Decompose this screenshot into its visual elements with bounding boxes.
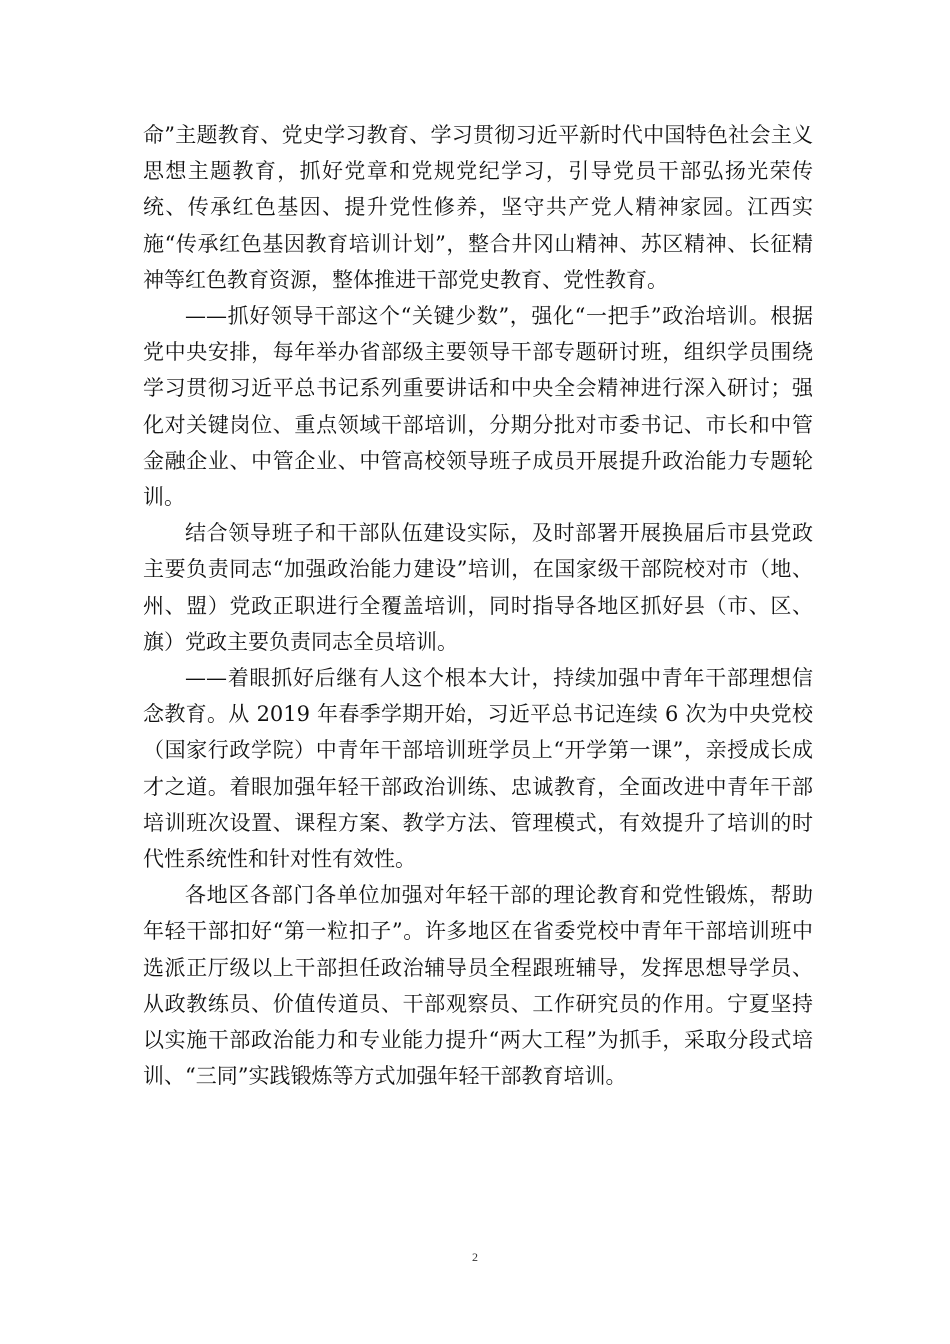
paragraph-5: 各地区各部门各单位加强对年轻干部的理论教育和党性锻炼，帮助年轻干部扣好“第一粒扣子”。许多地区在省委党校中青年干部培训班中选派正厅级以上干部担任政治辅导员全程跟班辅导，发挥思想导学员、从政教练员、价值传道员、干部观察员、工作研究员的作用。宁夏坚持以实施干部政治能力和专业能力提升“两大工程”为抓手，采取分段式培训、“三同”实践锻炼等方式加强年轻干部教育培训。 <box>143 883 813 1089</box>
paragraph-4: ——着眼抓好后继有人这个根本大计，持续加强中青年干部理想信念教育。从 2019 年春季学期开始，习近平总书记连续 6 次为中央党校（国家行政学院）中青年干部培训班学员上“开学第一课”，亲授成长成才之道。着眼加强年轻干部政治训练、忠诚教育，全面改进中青年干部培训班次设置、课程方案、教学方法、管理模式，有效提升了培训的时代性系统性和针对性有效性。 <box>143 666 813 872</box>
paragraph-2: ——抓好领导干部这个“关键少数”，强化“一把手”政治培训。根据党中央安排，每年举办省部级主要领导干部专题研讨班，组织学员围绕学习贯彻习近平总书记系列重要讲话和中央全会精神进行深入研讨；强化对关键岗位、重点领域干部培训，分期分批对市委书记、市长和中管金融企业、中管企业、中管高校领导班子成员开展提升政治能力专题轮训。 <box>143 304 813 510</box>
paragraph-1: 命”主题教育、党史学习教育、学习贯彻习近平新时代中国特色社会主义思想主题教育，抓好党章和党规党纪学习，引导党员干部弘扬光荣传统、传承红色基因、提升党性修养，坚守共产党人精神家园。江西实施“传承红色基因教育培训计划”，整合井冈山精神、苏区精神、长征精神等红色教育资源，整体推进干部党史教育、党性教育。 <box>143 123 813 292</box>
document-body <box>143 117 813 1094</box>
page-number: 2 <box>472 1250 478 1264</box>
paragraph-3: 结合领导班子和干部队伍建设实际，及时部署开展换届后市县党政主要负责同志“加强政治能力建设”培训，在国家级干部院校对市（地、州、盟）党政正职进行全覆盖培训，同时指导各地区抓好县（市、区、旗）党政主要负责同志全员培训。 <box>143 521 813 654</box>
